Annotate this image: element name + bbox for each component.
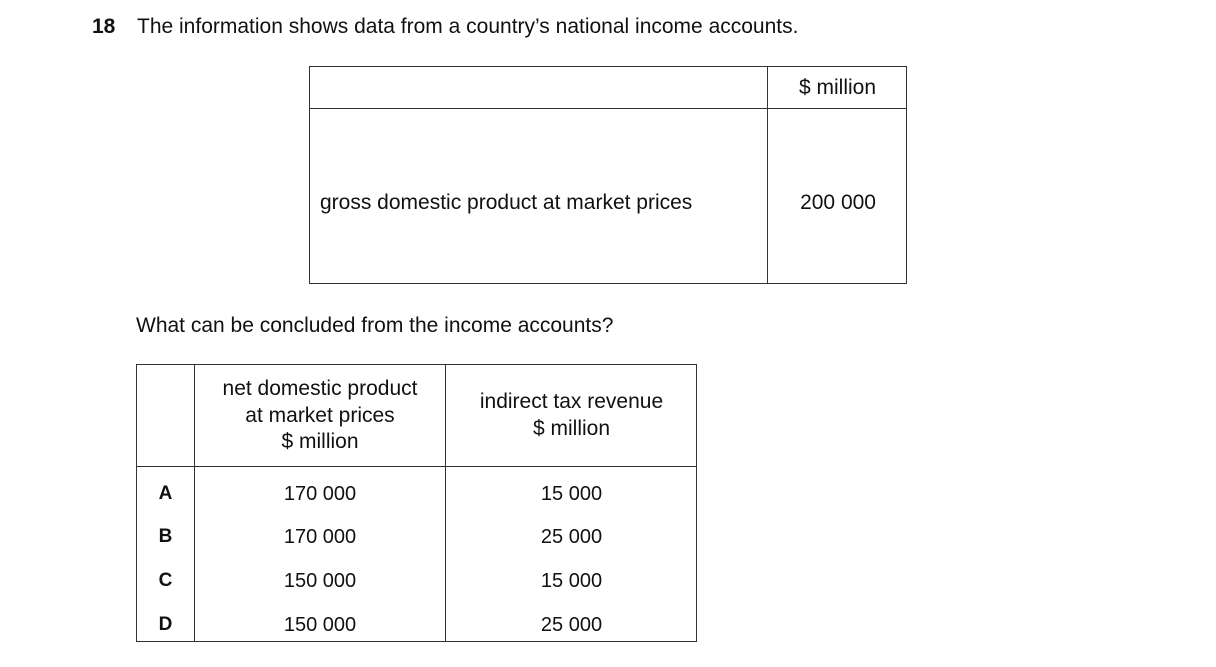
ndp-header-line: net domestic product [222, 377, 418, 400]
ndp-header-line: at market prices [245, 403, 395, 427]
option-tax-value: 25 000 [540, 614, 603, 636]
option-letter: D [158, 614, 173, 635]
option-ndp-value: 170 000 [283, 483, 357, 505]
option-letter: A [158, 483, 173, 504]
option-tax-value: 15 000 [540, 570, 603, 592]
national-income-table [309, 66, 907, 284]
ndp-header-line: $ million [281, 430, 359, 453]
option-ndp-value: 170 000 [283, 526, 357, 548]
option-tax-value: 15 000 [540, 483, 603, 505]
tax-header-line: indirect tax revenue [479, 390, 664, 413]
question-text: The information shows data from a country’s national income accounts. [137, 15, 799, 38]
options-table [136, 364, 697, 642]
question-number: 18 [92, 15, 116, 38]
row-label-gdp: gross domestic product at market prices [320, 191, 693, 214]
tax-column-header [446, 389, 697, 442]
header-divider [310, 108, 906, 109]
row-value-gdp: 200 000 [800, 191, 876, 214]
question-prompt: What can be concluded from the income accounts? [136, 314, 614, 337]
ndp-column-header [195, 376, 445, 456]
header-divider [137, 466, 696, 467]
tax-header-line: $ million [532, 416, 611, 440]
option-tax-value: 25 000 [540, 526, 603, 548]
unit-header: $ million [798, 76, 877, 99]
option-ndp-value: 150 000 [283, 570, 357, 592]
option-letter: B [158, 526, 173, 547]
option-letter: C [158, 570, 173, 591]
option-ndp-value: 150 000 [283, 614, 357, 636]
